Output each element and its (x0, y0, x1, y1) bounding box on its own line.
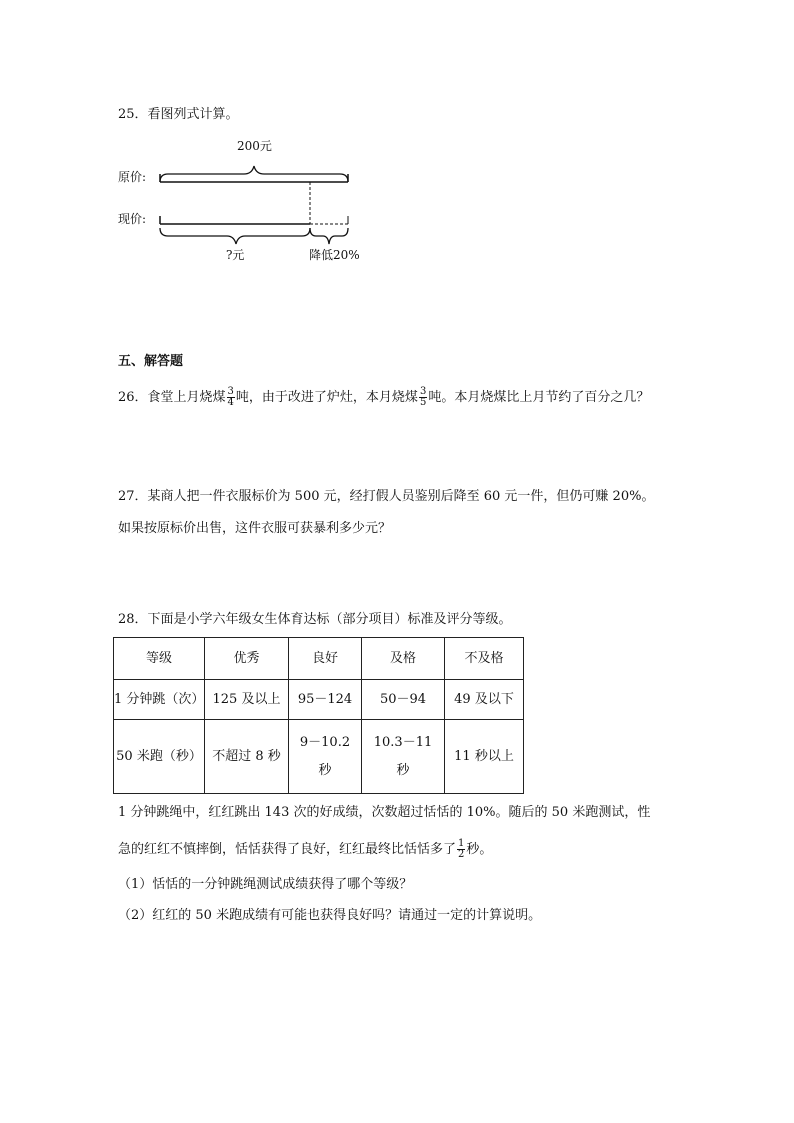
table-header-cell: 等级 (114, 638, 205, 680)
table-cell: 11 秒以上 (445, 720, 524, 794)
grade-table (113, 637, 524, 794)
top-label: 200元 (237, 139, 272, 153)
table-cell: 10.3－11 秒 (362, 720, 445, 794)
q27-line2: 如果按原标价出售，这件衣服可获暴利多少元？ (118, 521, 392, 536)
bottom-left-brace (160, 228, 310, 244)
bottom-right-brace (310, 228, 348, 244)
table-header-cell: 不及格 (445, 638, 524, 680)
table-cell: 49 及以下 (445, 680, 524, 720)
table-cell: 1 分钟跳（次） (114, 680, 205, 720)
table-cell: 不超过 8 秒 (205, 720, 289, 794)
row1-label: 原价: (118, 170, 147, 184)
q27-line1: 27．某商人把一件衣服标价为 500 元，经打假人员鉴别后降至 60 元一件，但仍可赚 20%。 (118, 489, 655, 504)
table-row (114, 720, 524, 794)
q26-part2: 吨，由于改进了炉灶，本月烧煤 (235, 390, 418, 405)
row2-label: 现价: (118, 212, 147, 226)
q25-text: 25．看图列式计算。 (118, 107, 239, 122)
q28-para1: 1 分钟跳绳中，红红跳出 143 次的好成绩，次数超过恬恬的 10%。随后的 50 米跑测试，性 (118, 805, 651, 820)
q26-part3: 吨。本月烧煤比上月节约了百分之几？ (428, 390, 650, 405)
table-cell: 125 及以上 (205, 680, 289, 720)
table-row (114, 680, 524, 720)
table-cell: 95－124 (289, 680, 362, 720)
table-row (114, 638, 524, 680)
q28-fraction: $\frac{1}{2}$ (458, 838, 465, 860)
table-header-cell: 优秀 (205, 638, 289, 680)
q28-sub2: （2）红红的 50 米跑成绩有可能也获得良好吗？请通过一定的计算说明。 (118, 908, 542, 923)
q26-part1: 26．食堂上月烧煤 (118, 390, 226, 405)
q26-text (118, 385, 649, 411)
q28-sub1: （1）恬恬的一分钟跳绳测试成绩获得了哪个等级？ (118, 877, 413, 892)
q28-para2: 急的红红不慎摔倒，恬恬获得了良好，红红最终比恬恬多了 $\frac{1}{2}$ 秒。 (118, 838, 493, 860)
section-title: 五、解答题 (118, 354, 184, 369)
bottom-right-label: 降低20% (309, 248, 360, 262)
top-brace (160, 166, 348, 182)
bottom-left-label: ?元 (226, 248, 245, 262)
table-header-cell: 良好 (289, 638, 362, 680)
q26-fraction-1: $\frac{3}{4}$ (227, 386, 234, 408)
table-cell: 9－10.2 秒 (289, 720, 362, 794)
q26-fraction-2: $\frac{3}{5}$ (419, 386, 427, 408)
q25-line-diagram (110, 132, 380, 267)
table-header-cell: 及格 (362, 638, 445, 680)
q28-intro: 28．下面是小学六年级女生体育达标（部分项目）标准及评分等级。 (118, 612, 512, 627)
table-cell: 50－94 (362, 680, 445, 720)
table-cell: 50 米跑（秒） (114, 720, 205, 794)
